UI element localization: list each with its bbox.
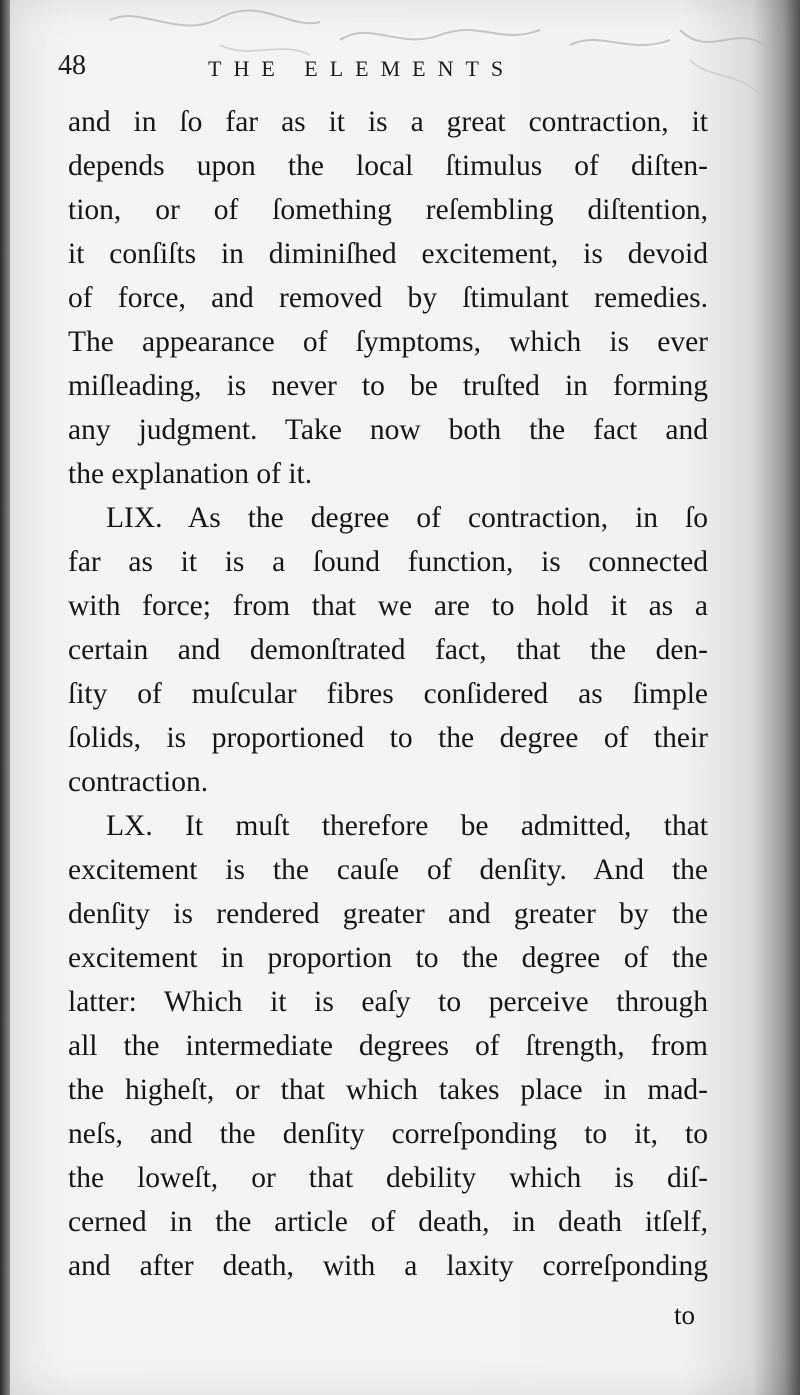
text-line: certain and demonſtrated fact, that the den- — [68, 634, 708, 666]
text-line: of force, and removed by ſtimulant remedies. — [68, 282, 708, 314]
text-line: denſity is rendered greater and greater by the — [68, 898, 708, 930]
page-left-edge — [0, 0, 10, 1395]
text-line: with force; from that we are to hold it as a — [68, 590, 708, 622]
text-line: excitement is the cauſe of denſity. And the — [68, 854, 708, 886]
text-line: it conſiſts in diminiſhed excitement, is devoid — [68, 238, 708, 270]
text-line: the higheſt, or that which takes place in mad- — [68, 1074, 708, 1106]
text-line: depends upon the local ſtimulus of diſten- — [68, 150, 708, 182]
text-line: The appearance of ſymptoms, which is ever — [68, 326, 708, 358]
text-line: tion, or of ſomething reſembling diſtention, — [68, 194, 708, 226]
running-head — [58, 50, 578, 90]
text-line: ſolids, is proportioned to the degree of their — [68, 722, 708, 754]
book-page — [10, 0, 800, 1395]
text-line: and in ſo far as it is a great contraction, it — [68, 106, 708, 138]
text-line: the explanation of it. — [68, 458, 313, 490]
section-heading-line: LIX. As the degree of contraction, in ſo — [106, 502, 708, 534]
text-line: contraction. — [68, 766, 209, 798]
text-line: latter: Which it is eaſy to perceive through — [68, 986, 708, 1018]
text-line: and after death, with a laxity correſponding — [68, 1250, 708, 1282]
text-line: ſity of muſcular fibres conſidered as ſimple — [68, 678, 708, 710]
text-line: neſs, and the denſity correſponding to it, to — [68, 1118, 708, 1150]
text-line: any judgment. Take now both the fact and — [68, 414, 708, 446]
page-number: 48 — [58, 50, 86, 81]
catchword: to — [674, 1300, 696, 1330]
text-line: the loweſt, or that debility which is diſ- — [68, 1162, 708, 1194]
section-heading-line: LX. It muſt therefore be admitted, that — [106, 810, 708, 842]
text-line: all the intermediate degrees of ſtrength, from — [68, 1030, 708, 1062]
text-line: excitement in proportion to the degree of the — [68, 942, 708, 974]
text-line: far as it is a ſound function, is connected — [68, 546, 708, 578]
text-line: cerned in the article of death, in death itſelf, — [68, 1206, 708, 1238]
running-title: THE ELEMENTS — [208, 56, 516, 81]
text-line: miſleading, is never to be truſted in forming — [68, 370, 708, 402]
